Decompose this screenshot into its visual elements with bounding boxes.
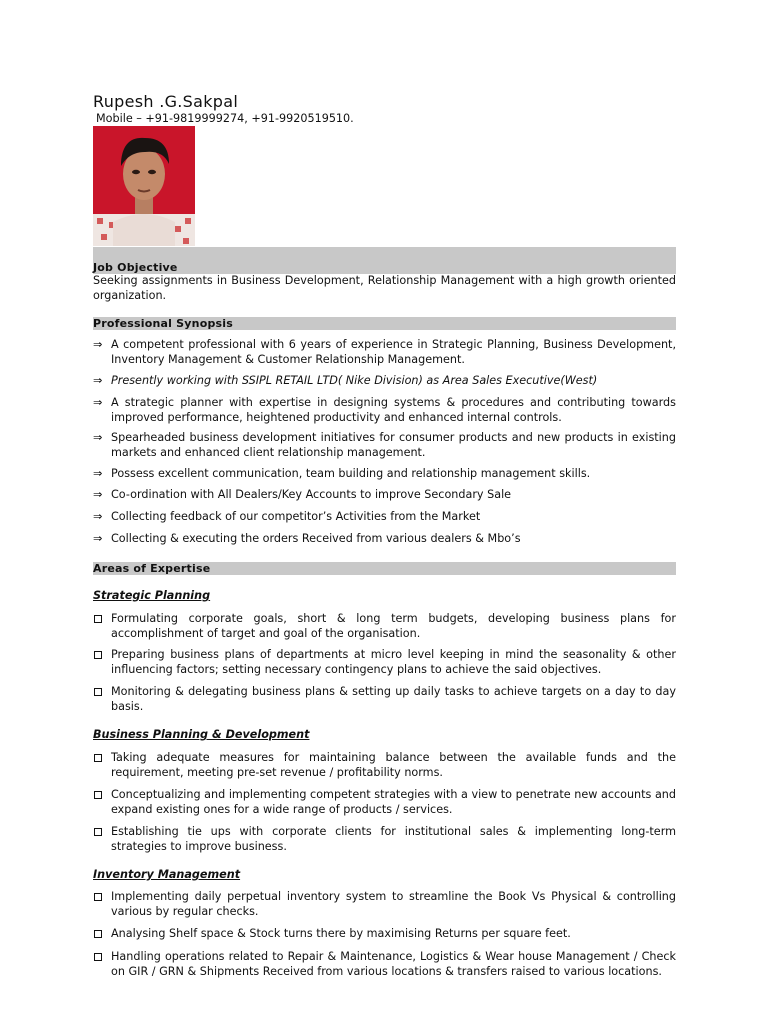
- subheading-inventory-management: Inventory Management: [93, 868, 241, 881]
- arrow-icon: ⇒: [93, 488, 103, 501]
- subheading-strategic-planning: Strategic Planning: [93, 589, 211, 602]
- expertise-item: [93, 788, 676, 817]
- arrow-icon: ⇒: [93, 532, 103, 545]
- synopsis-item-text: Co-ordination with All Dealers/Key Accounts to improve Secondary Sale: [111, 488, 512, 501]
- synopsis-item: [93, 467, 676, 482]
- synopsis-item: [93, 510, 676, 525]
- expertise-item-text: Monitoring & delegating business plans & setting up daily tasks to achieve targets on a day to day basis.: [111, 685, 676, 713]
- synopsis-item: [93, 338, 676, 367]
- candidate-name: Rupesh .G.Sakpal: [93, 92, 239, 111]
- expertise-item-text: Implementing daily perpetual inventory system to streamline the Book Vs Physical & controlling various by regular checks.: [111, 890, 676, 918]
- checkbox-bullet-icon: [94, 828, 102, 836]
- arrow-icon: ⇒: [93, 467, 103, 480]
- profile-photo-image: [93, 126, 195, 246]
- checkbox-bullet-icon: [94, 930, 102, 938]
- expertise-item-text: Formulating corporate goals, short & long term budgets, developing business plans for accomplishment of target and goal of the organisation.: [111, 612, 676, 640]
- synopsis-item-text: A competent professional with 6 years of experience in Strategic Planning, Business Development, Inventory Management & Customer Relationship Management.: [111, 338, 676, 366]
- synopsis-item-text: Spearheaded business development initiatives for consumer products and new products in existing markets and enhanced client relationship management.: [111, 431, 676, 459]
- checkbox-bullet-icon: [94, 651, 102, 659]
- expertise-item-text: Establishing tie ups with corporate clients for institutional sales & implementing long-term strategies to improve business.: [111, 825, 676, 853]
- expertise-item: [93, 890, 676, 919]
- arrow-icon: ⇒: [93, 338, 103, 351]
- section-title-areas-of-expertise: Areas of Expertise: [93, 562, 211, 575]
- arrow-icon: ⇒: [93, 374, 103, 387]
- expertise-item: [93, 648, 676, 677]
- expertise-item-text: Taking adequate measures for maintaining balance between the available funds and the requirement, meeting pre-set revenue / profitability norms.: [111, 751, 676, 779]
- synopsis-item: [93, 396, 676, 425]
- checkbox-bullet-icon: [94, 893, 102, 901]
- synopsis-item: [93, 431, 676, 460]
- section-title-professional-synopsis: Professional Synopsis: [93, 317, 233, 330]
- subheading-business-planning: Business Planning & Development: [93, 728, 310, 741]
- expertise-item-text: Analysing Shelf space & Stock turns there by maximising Returns per square feet.: [111, 927, 571, 940]
- synopsis-item: [93, 532, 676, 547]
- expertise-item: [93, 751, 676, 780]
- checkbox-bullet-icon: [94, 688, 102, 696]
- synopsis-item-text: Presently working with SSIPL RETAIL LTD( Nike Division) as Area Sales Executive(West): [111, 374, 598, 387]
- profile-photo: [93, 126, 195, 246]
- expertise-item: [93, 685, 676, 714]
- checkbox-bullet-icon: [94, 754, 102, 762]
- expertise-item-text: Conceptualizing and implementing competent strategies with a view to penetrate new accounts and expand existing ones for a wide range of products / services.: [111, 788, 676, 816]
- expertise-item: [93, 927, 676, 942]
- section-bar-job-objective: [93, 247, 676, 274]
- expertise-item: [93, 950, 676, 979]
- mobile-numbers: Mobile – +91-9819999274, +91-9920519510.: [96, 112, 354, 125]
- synopsis-item-text: A strategic planner with expertise in designing systems & procedures and contributing towards improved performance, heightened productivity and enhanced internal controls.: [111, 396, 676, 424]
- synopsis-item: [93, 374, 676, 389]
- synopsis-item: [93, 488, 676, 503]
- expertise-item: [93, 825, 676, 854]
- arrow-icon: ⇒: [93, 510, 103, 523]
- expertise-item-text: Handling operations related to Repair & Maintenance, Logistics & Wear house Management / Check on GIR / GRN & Shipments Received from various locations & transfers raised to various locations.: [111, 950, 676, 978]
- expertise-item-text: Preparing business plans of departments at micro level keeping in mind the seasonality & other influencing factors; setting necessary contingency plans to achieve the said objectives.: [111, 648, 676, 676]
- section-title-job-objective: Job Objective: [93, 261, 178, 274]
- arrow-icon: ⇒: [93, 431, 103, 444]
- synopsis-item-text: Collecting feedback of our competitor’s Activities from the Market: [111, 510, 481, 523]
- checkbox-bullet-icon: [94, 953, 102, 961]
- arrow-icon: ⇒: [93, 396, 103, 409]
- synopsis-item-text: Collecting & executing the orders Received from various dealers & Mbo’s: [111, 532, 521, 545]
- synopsis-item-text: Possess excellent communication, team building and relationship management skills.: [111, 467, 591, 480]
- expertise-item: [93, 612, 676, 641]
- checkbox-bullet-icon: [94, 615, 102, 623]
- job-objective-text: Seeking assignments in Business Development, Relationship Management with a high growth oriented organization.: [93, 274, 676, 302]
- checkbox-bullet-icon: [94, 791, 102, 799]
